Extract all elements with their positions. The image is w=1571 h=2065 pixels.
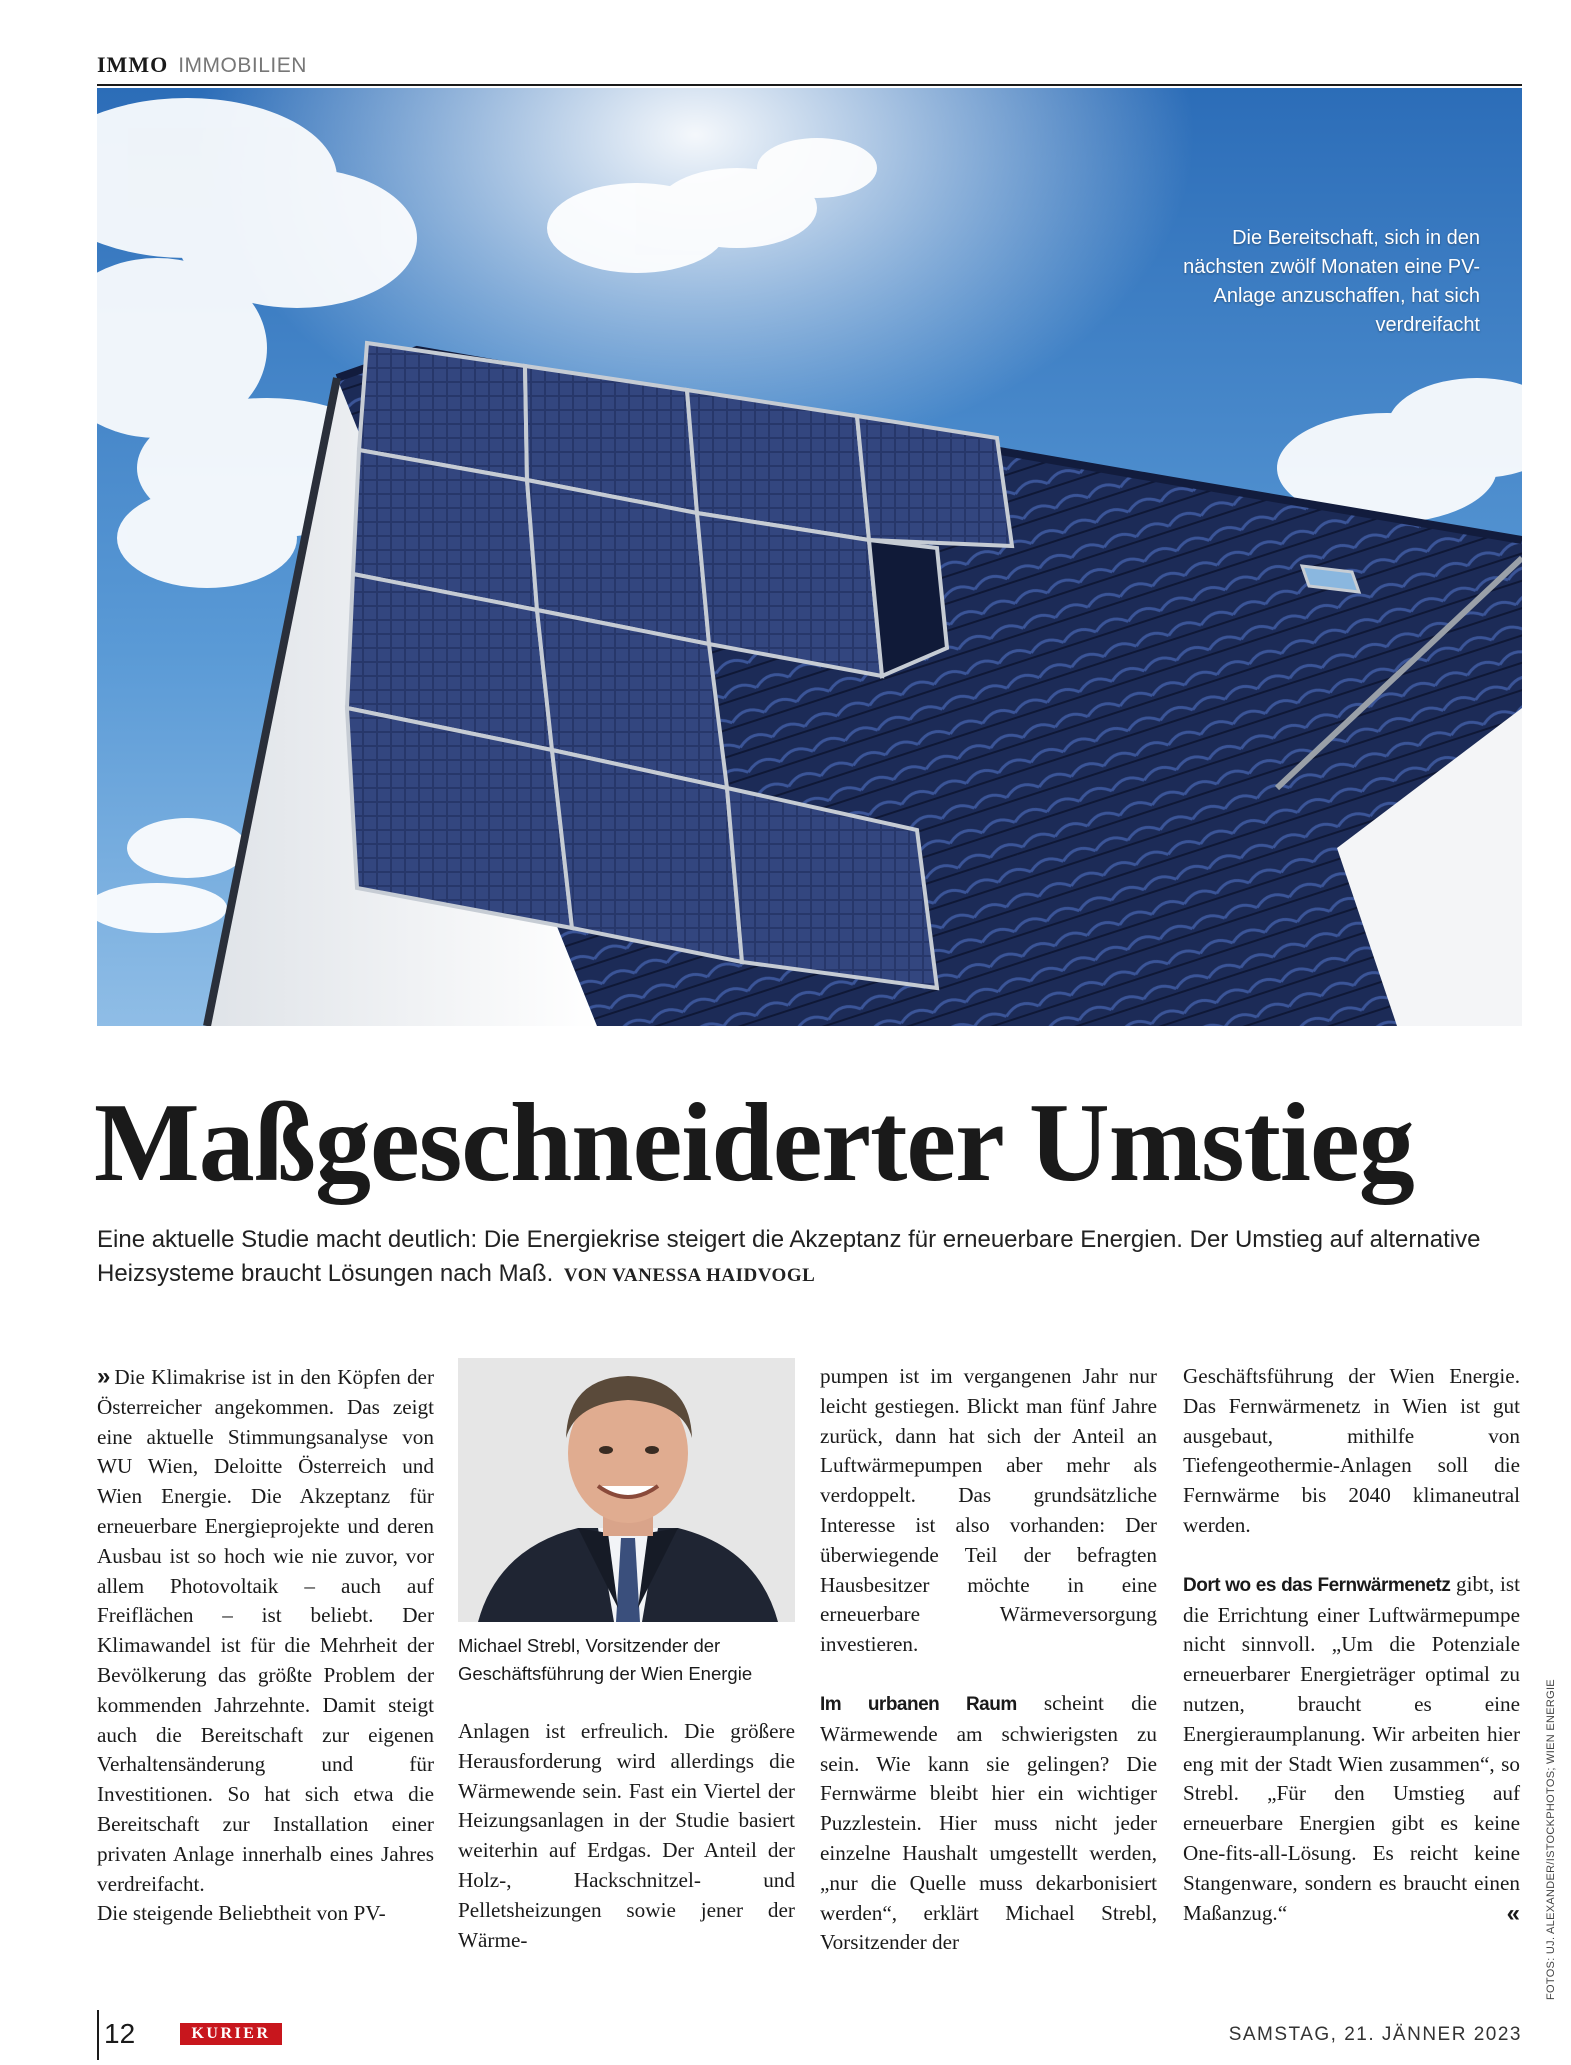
issue-date: SAMSTAG, 21. JÄNNER 2023 [1228,2024,1522,2045]
portrait-caption: Michael Strebl, Vorsitzender der Geschäftsführung der Wien Energie [458,1635,753,1684]
hero-photo [97,88,1522,1026]
column-3-text-continued: scheint die Wärmewende am schwierigsten zu sein. Wie kann sie gelingen? Die Fernwärme bleibt hier ein wichtiger Puzzlestein. Hier muss nicht jeder einzelne Haushalt umgestellt werden, „nur die Quelle muss dekarbonisiert werden“, erklärt Michael Strebl, Vorsitzender der [820,1690,1157,1955]
article-column-3 [820,1362,1157,1958]
article-headline: Maßgeschneiderter Umstieg [94,1081,1414,1205]
run-in-heading-2: Dort wo es das Fernwärmenetz [1183,1574,1451,1596]
column-1-text-continued: Die steigende Beliebtheit von PV- [97,1901,386,1926]
article-column-2 [458,1362,795,1955]
subsection-label: IMMOBILIEN [178,54,307,77]
column-3-text: pumpen ist im vergangenen Jahr nur leicht gestiegen. Blickt man fünf Jahre zurück, dann hat sich der Anteil an Luftwärmepumpen aber mehr als verdoppelt. Das grundsätzliche Interesse ist also vorhanden: Der überwiegende Teil der befragten Hausbesitzer möchte in eine erneuerbare Wärmeversorgung investieren. [820,1364,1157,1657]
photo-credit-text: FOTOS: UJ. ALEXANDER/ISTOCKPHOTOS; WIEN ENERGIE [1545,1679,1557,2000]
article-lead [97,1223,1522,1293]
lead-text: Eine aktuelle Studie macht deutlich: Die Energiekrise steigert die Akzeptanz für erneuerbare Energien. Der Umstieg auf alternative Heizsysteme braucht Lösungen nach Maß. [97,1226,1481,1287]
footer-rule [97,2010,99,2060]
page-number: 12 [104,2018,136,2049]
section-header [97,52,1522,86]
photo-credit [1525,1679,1557,2000]
article-column-1 [97,1362,434,1929]
quote-close-mark: « [1506,1900,1520,1928]
hero-caption: Die Bereitschaft, sich in den nächsten zwölf Monaten eine PV-Anlage anzuschaffen, hat sich verdreifacht [1183,227,1480,336]
column-4-text-continued: gibt, ist die Errichtung einer Luftwärmepumpe nicht sinnvoll. „Um die Potenziale erneuerbarer Energieträger optimal zu nutzen, braucht es eine Energieraumplanung. Wir arbeiten hier eng mit der Stadt Wien zusammen“, so Strebl. „Für den Umstieg auf erneuerbare Energien gibt es keine One-fits-all-Lösung. Es reicht keine Stangenware, sondern es braucht einen Maßanzug.“ [1183,1571,1521,1925]
article-column-4 [1183,1362,1520,1929]
quote-open-mark: » [97,1363,111,1390]
column-2-text: Anlagen ist erfreulich. Die größere Herausforderung wird allerdings die Wärmewende sein. Fast ein Viertel der Heizungsanlagen in der Studie basiert weiterhin auf Erdgas. Der Anteil der Holz-, Hackschnitzel- und Pelletsheizungen sowie jener der Wärme- [458,1719,795,1952]
column-4-text: Geschäftsführung der Wien Energie. Das Fernwärmenetz in Wien ist gut ausgebaut, mithilfe von Tiefengeothermie-Anlagen soll die Fernwärme bis 2040 klimaneutral werden. [1183,1364,1520,1537]
byline: VON VANESSA HAIDVOGL [563,1265,816,1286]
run-in-heading-1: Im urbanen Raum [820,1693,1017,1715]
kurier-logo: KURIER [180,2023,282,2045]
column-1-text: Die Klimakrise ist in den Köpfen der Österreicher angekommen. Das zeigt eine aktuelle Stimmungsanalyse von WU Wien, Deloitte Österreich und Wien Energie. Die Akzeptanz für erneuerbare Energieprojekte und deren Ausbau ist so hoch wie nie zuvor, vor allem Photovoltaik – auch auf Freiflächen – ist beliebt. Der Klimawandel ist für die Mehrheit der Bevölkerung das größte Problem der kommenden Jahrzehnte. Damit steigt auch die Bereitschaft zur eigenen Verhaltensänderung und für Investitionen. So hat sich etwa die Bereitschaft zur Installation einer privaten Anlage innerhalb eines Jahres verdreifacht. [97,1365,434,1896]
section-label: IMMO [97,52,169,77]
